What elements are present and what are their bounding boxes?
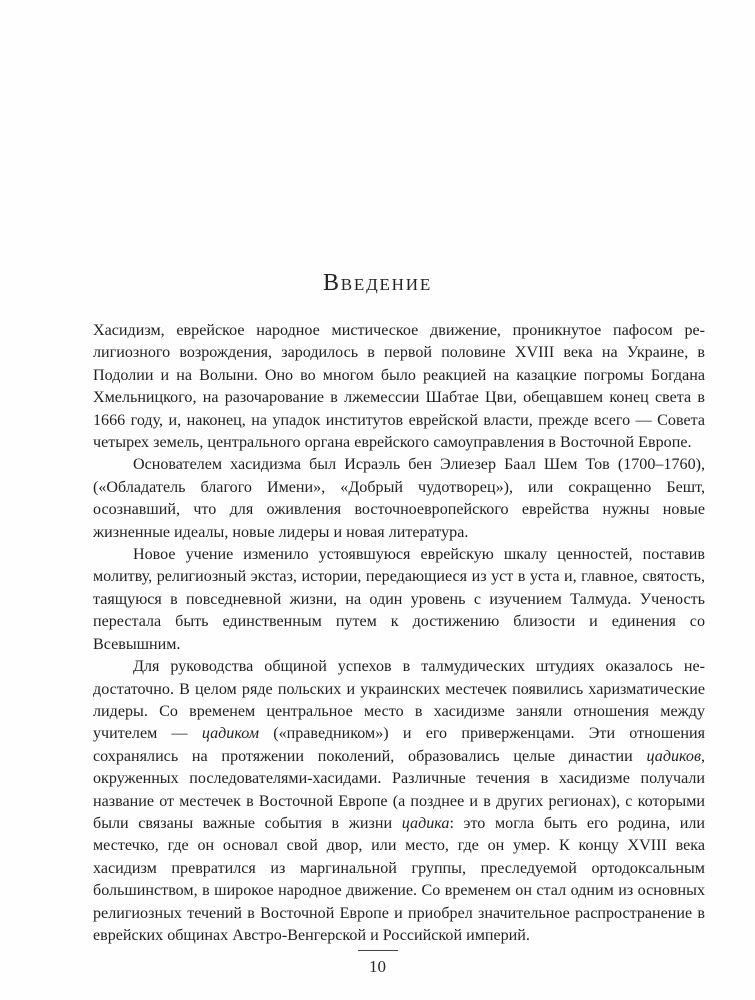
text-run: Хасидизм, еврейское народное мистическое движение, проникнутое пафосом религиозного возрождения, зародилось в первой половине XVIII века на Украине, в Подолии и на Волыни. Оно во многом было реакцией на казацкие погромы Богдана Хмельницкого, на разочарование в лжемессии Шабтае Цви, обещавшем конец света в 1666 году, и, наконец, на упадок институтов еврейской власти, прежде всего — Совета четырех земель, центрального органа еврейского самоуправления в Восточной Европе. <box>93 322 705 452</box>
text-run: , окруженных последователями-хасидами. Различные течения в хасидизме получали название от местечек в Восточной Европе (а позднее и в других регионах), с которыми были связаны важные события в жизни <box>93 747 705 832</box>
italic-term: цадика <box>401 814 450 832</box>
text-run: («праведником») и его приверженцами. Эти отношения сохранялись на протяжении поколений, образовались целые династии <box>93 725 705 765</box>
text-run: Новое учение изменило устоявшуюся еврейскую шкалу ценностей, поставив молитву, религиозный экстаз, истории, передающиеся из уст в уста и, главное, святость, таящуюся в повседневной жизни, на один уровень с изучением Талмуда. Ученость перестала быть единственным путем к достижению близости и единения со Всевышним. <box>93 546 705 653</box>
italic-term: цадиков <box>646 747 701 765</box>
text-run: : это могла быть его родина, или местечко, где он основал свой двор, или место, где он умер. К концу XVIII века хасидизм превратился из маргинальной группы, преследуемой ортодоксальным большинством, в широкое народное движение. Со временем он стал одним из основных религиозных течений в Восточной Европе и приобрел значительное распространение в еврейских общинах Австро-Венгерской и Российской империй. <box>93 814 705 944</box>
italic-term: цадиком <box>201 725 259 743</box>
paragraph-3 <box>93 544 705 656</box>
paragraph-1 <box>93 320 705 454</box>
paragraph-2 <box>93 454 705 544</box>
text-run: Основателем хасидизма был Исраэль бен Элиезер Баал Шем Тов (1700–1760), («Обладатель благого Имени», «Добрый чудотворец»), или сокращенно Бешт, осознавший, что для оживления восточноевропейского еврейства нужны новые жизненные идеалы, новые лидеры и новая литература. <box>93 456 705 541</box>
body-text <box>93 320 705 947</box>
page-number: 10 <box>369 957 386 976</box>
footer-rule <box>358 950 398 951</box>
page-title: Введение <box>322 270 433 296</box>
text-run: Для руководства общиной успехов в талмудических штудиях оказалось недостаточно. В целом ряде польских и украинских местечек появились харизматические лидеры. Со временем центральное место в хасидизме заняли отношения между учителем — <box>93 658 705 743</box>
paragraph-4 <box>93 656 705 947</box>
